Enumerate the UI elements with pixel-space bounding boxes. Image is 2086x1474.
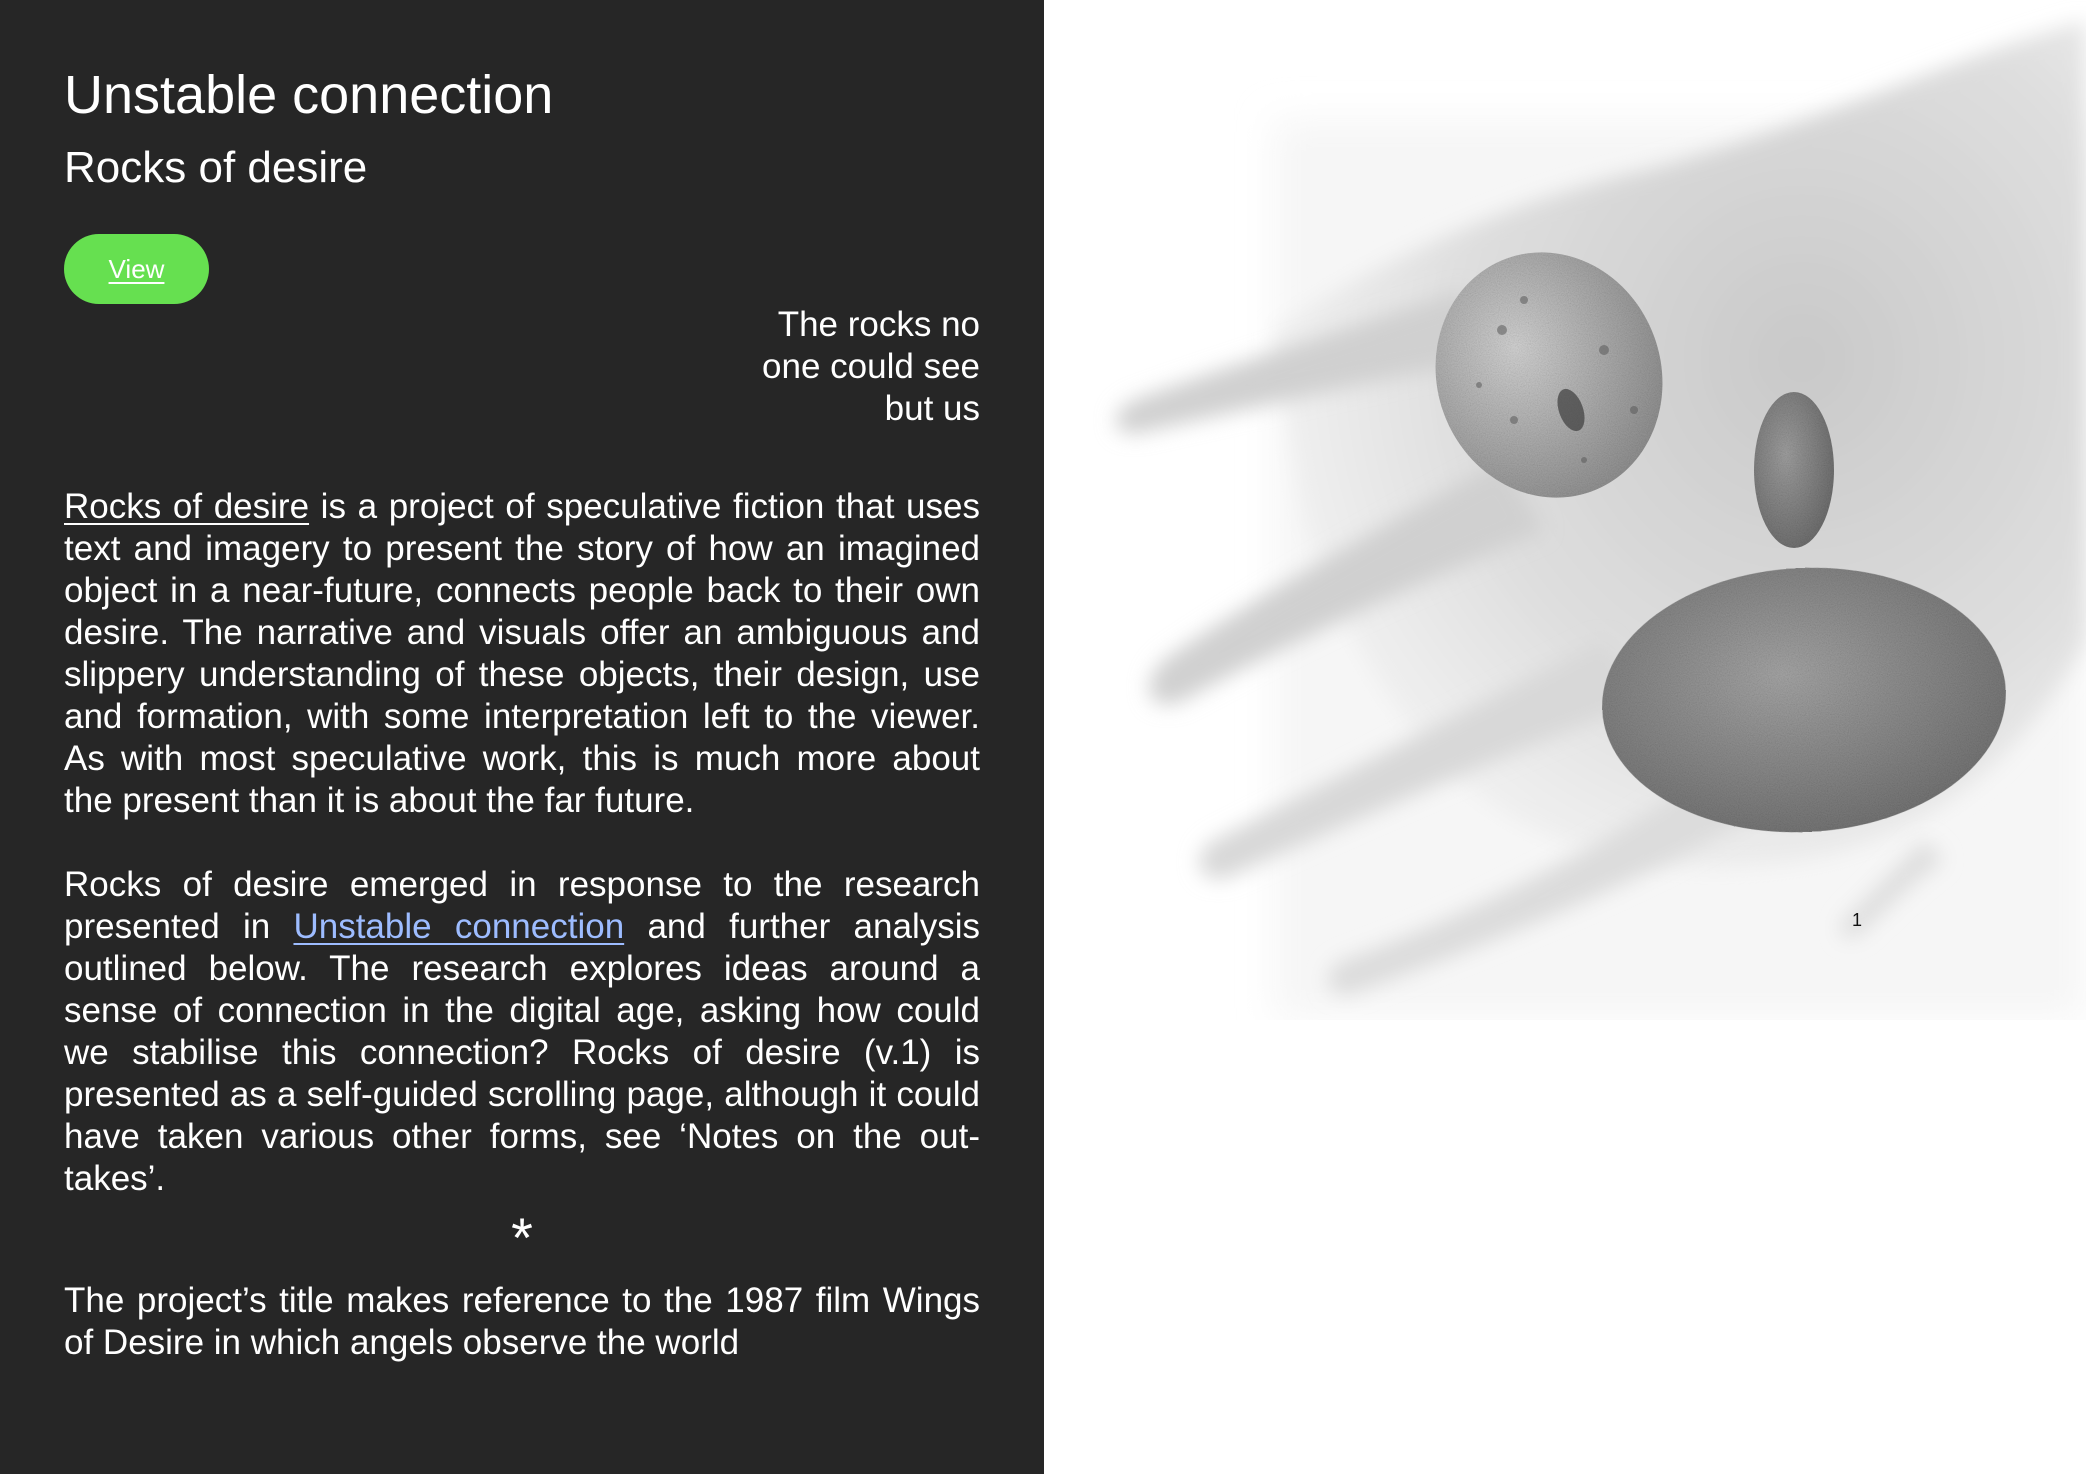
research-paragraph <box>64 864 980 1200</box>
article-content <box>64 60 980 1364</box>
rocks-of-desire-link[interactable]: Rocks of desire <box>64 487 310 526</box>
quote-line: but us <box>884 389 980 428</box>
title-reference-paragraph: The project’s title makes reference to the 1987 film Wings of Desire in which angels observe the world <box>64 1281 980 1362</box>
quote-line: one could see <box>762 347 980 386</box>
unstable-connection-link[interactable]: Unstable connection <box>293 907 625 946</box>
hand-illustration <box>1044 0 2086 1020</box>
image-panel <box>1044 0 2086 1474</box>
page-title: Unstable connection <box>64 65 554 125</box>
quote-line: The rocks no <box>777 305 980 344</box>
pull-quote <box>64 304 980 430</box>
hand-with-rocks-image <box>1044 0 2086 1020</box>
image-caption-number: 1 <box>1852 910 1863 930</box>
intro-paragraph-text: is a project of speculative fiction that uses text and imagery to present the story of how an imagined object in a near-future, connects people back to their own desire. The narrative and visuals offer an ambiguous and slippery understanding of these objects, their design, use and formation, with some interpretation left to the viewer. As with most speculative work, this is much more about the present than it is about the far future. <box>64 487 980 820</box>
research-paragraph-text-after: and further analysis outlined below. The research explores ideas around a sense of connection in the digital age, asking how could we stabilise this connection? Rocks of desire (v.1) is presented as a self-guided scrolling page, although it could have taken various other forms, see ‘Notes on the out-takes’. <box>64 907 980 1198</box>
research-paragraph-text-before: Rocks of desire emerged in response to the research presented in <box>64 865 980 946</box>
view-button[interactable]: View <box>64 234 209 304</box>
section-separator: * <box>511 1206 533 1269</box>
intro-paragraph <box>64 486 980 822</box>
page-subtitle: Rocks of desire <box>64 143 368 192</box>
